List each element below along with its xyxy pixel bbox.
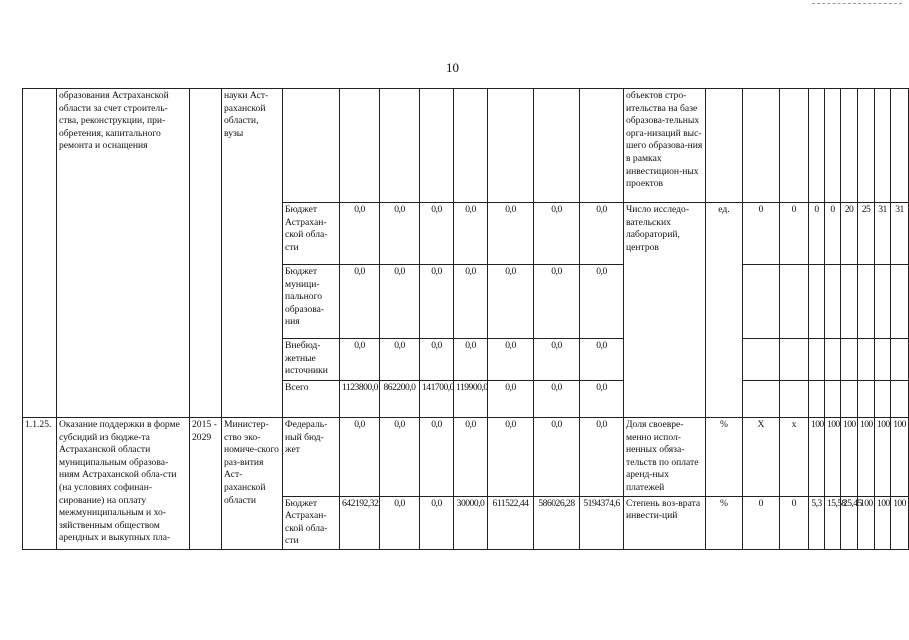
value-cell: 0,0 <box>534 381 580 418</box>
target-cell <box>841 265 858 339</box>
target-cell <box>875 339 891 381</box>
target-cell <box>875 89 891 203</box>
indicator-cell: объектов стро-ительства на базе образова-тельных орга-низаций выс-шего образова-ния в рамках инвестицион-ных проектов <box>624 89 706 203</box>
target-cell: 20 <box>841 203 858 265</box>
item-number: 1.1.25. <box>23 418 57 550</box>
target-cell: 100 <box>891 418 909 497</box>
value-cell: 1123800,0 <box>340 381 380 418</box>
value-cell: 0,0 <box>420 265 454 339</box>
executor-cell: науки Аст-раханской области, вузы <box>222 89 283 418</box>
target-cell <box>809 339 825 381</box>
target-cell: 100 <box>875 418 891 497</box>
base-cell <box>780 89 809 203</box>
base-cell <box>780 381 809 418</box>
value-cell: 0,0 <box>420 496 454 549</box>
target-cell: 5,3 <box>809 496 825 549</box>
value-cell: 0,0 <box>380 418 420 497</box>
target-cell: 100 <box>841 418 858 497</box>
target-cell <box>891 265 909 339</box>
base-cell: 0 <box>780 496 809 549</box>
indicator-cell: Число исследо-вательских лабораторий, центров <box>624 203 706 418</box>
value-cell: 0,0 <box>580 203 624 265</box>
source-cell: Бюджет муници-пального образова-ния <box>283 265 340 339</box>
value-cell: 0,0 <box>420 339 454 381</box>
target-cell <box>809 89 825 203</box>
target-cell: 25 <box>858 203 875 265</box>
value-cell: 0,0 <box>380 265 420 339</box>
base-cell: 0 <box>743 496 780 549</box>
target-cell: 100 <box>858 418 875 497</box>
value-cell <box>488 89 534 203</box>
base-cell: 0 <box>780 203 809 265</box>
target-cell <box>891 339 909 381</box>
target-cell <box>891 89 909 203</box>
value-cell: 0,0 <box>380 203 420 265</box>
value-cell: 0,0 <box>488 418 534 497</box>
value-cell: 0,0 <box>488 381 534 418</box>
target-cell: 31 <box>875 203 891 265</box>
source-cell: Внебюд-жетные источники <box>283 339 340 381</box>
value-cell: 0,0 <box>534 265 580 339</box>
target-cell: 100 <box>858 496 875 549</box>
value-cell: 0,0 <box>534 418 580 497</box>
value-cell <box>420 89 454 203</box>
indicator-cell: Доля своевре-менно испол-ненных обяза-тельств по оплате аренд-ных платежей <box>624 418 706 497</box>
target-cell: 31 <box>891 203 909 265</box>
value-cell: 0,0 <box>534 339 580 381</box>
source-cell: Всего <box>283 381 340 418</box>
value-cell: 0,0 <box>488 339 534 381</box>
target-cell: 100 <box>891 496 909 549</box>
period-cell: 2015 - 2029 <box>190 418 222 550</box>
value-cell: 0,0 <box>534 203 580 265</box>
target-cell: 0 <box>825 203 841 265</box>
target-cell <box>825 339 841 381</box>
value-cell: 0,0 <box>420 203 454 265</box>
period-cell <box>190 89 222 418</box>
value-cell: 0,0 <box>380 339 420 381</box>
value-cell: 0,0 <box>488 203 534 265</box>
value-cell <box>380 89 420 203</box>
target-cell <box>875 381 891 418</box>
program-table <box>22 88 909 550</box>
value-cell: 0,0 <box>454 418 488 497</box>
value-cell <box>340 89 380 203</box>
value-cell: 862200,0 <box>380 381 420 418</box>
target-cell <box>825 381 841 418</box>
value-cell: 0,0 <box>420 418 454 497</box>
value-cell: 0,0 <box>454 203 488 265</box>
source-cell: Федераль-ный бюд-жет <box>283 418 340 497</box>
value-cell: 0,0 <box>580 418 624 497</box>
target-cell <box>891 381 909 418</box>
value-cell: 141700,0 <box>420 381 454 418</box>
target-cell <box>858 265 875 339</box>
target-cell <box>858 339 875 381</box>
target-cell: 25,45 <box>841 496 858 549</box>
target-cell <box>841 339 858 381</box>
top-dashed-line <box>812 3 902 4</box>
target-cell <box>809 265 825 339</box>
base-cell <box>743 89 780 203</box>
source-cell: Бюджет Астрахан-ской обла-сти <box>283 203 340 265</box>
target-cell <box>825 265 841 339</box>
indicator-cell: Степень воз-врата инвести-ций <box>624 496 706 549</box>
base-cell: 0 <box>743 203 780 265</box>
value-cell <box>454 89 488 203</box>
target-cell: 0 <box>809 203 825 265</box>
target-cell <box>875 265 891 339</box>
base-cell: X <box>743 418 780 497</box>
value-cell: 0,0 <box>454 339 488 381</box>
base-cell <box>780 339 809 381</box>
unit-cell: % <box>706 496 743 549</box>
unit-cell <box>706 89 743 203</box>
base-cell <box>743 339 780 381</box>
base-cell: x <box>780 418 809 497</box>
target-cell <box>858 381 875 418</box>
task-cell: образования Астраханской области за счет строитель-ства, реконструкции, при-обретения, капитального ремонта и оснащения <box>57 89 190 418</box>
target-cell: 15,58 <box>825 496 841 549</box>
value-cell: 611522,44 <box>488 496 534 549</box>
value-cell: 5194374,6 <box>580 496 624 549</box>
value-cell: 30000,0 <box>454 496 488 549</box>
value-cell: 119900,0 <box>454 381 488 418</box>
value-cell: 586026,28 <box>534 496 580 549</box>
target-cell <box>841 381 858 418</box>
value-cell: 0,0 <box>340 265 380 339</box>
target-cell <box>841 89 858 203</box>
base-cell <box>743 265 780 339</box>
value-cell: 0,0 <box>488 265 534 339</box>
executor-cell: Министер-ство эко-номиче-ского раз-вития Аст-раханской области <box>222 418 283 550</box>
target-cell <box>858 89 875 203</box>
task-cell: Оказание поддержки в форме субсидий из бюдже-та Астраханской области муниципальным образова-ниям Астраханской обла-сти (на условиях софинан-сирование) на оплату межмуниципальным и хо-зяйственным обществом арендных и выкупных пла- <box>57 418 190 550</box>
value-cell: 0,0 <box>580 339 624 381</box>
target-cell <box>809 381 825 418</box>
value-cell: 0,0 <box>454 265 488 339</box>
source-cell <box>283 89 340 203</box>
value-cell: 0,0 <box>580 265 624 339</box>
target-cell: 100 <box>875 496 891 549</box>
target-cell: 100 <box>825 418 841 497</box>
value-cell: 0,0 <box>580 381 624 418</box>
value-cell: 0,0 <box>340 418 380 497</box>
value-cell: 0,0 <box>340 203 380 265</box>
unit-cell: ед. <box>706 203 743 418</box>
value-cell: 642192,32 <box>340 496 380 549</box>
base-cell <box>780 265 809 339</box>
unit-cell: % <box>706 418 743 497</box>
source-cell: Бюджет Астрахан-ской обла-сти <box>283 496 340 549</box>
value-cell: 0,0 <box>380 496 420 549</box>
page-number: 10 <box>446 60 459 75</box>
target-cell: 100 <box>809 418 825 497</box>
value-cell <box>580 89 624 203</box>
value-cell: 0,0 <box>340 339 380 381</box>
value-cell <box>534 89 580 203</box>
base-cell <box>743 381 780 418</box>
empty-number-cell <box>23 89 57 418</box>
target-cell <box>825 89 841 203</box>
